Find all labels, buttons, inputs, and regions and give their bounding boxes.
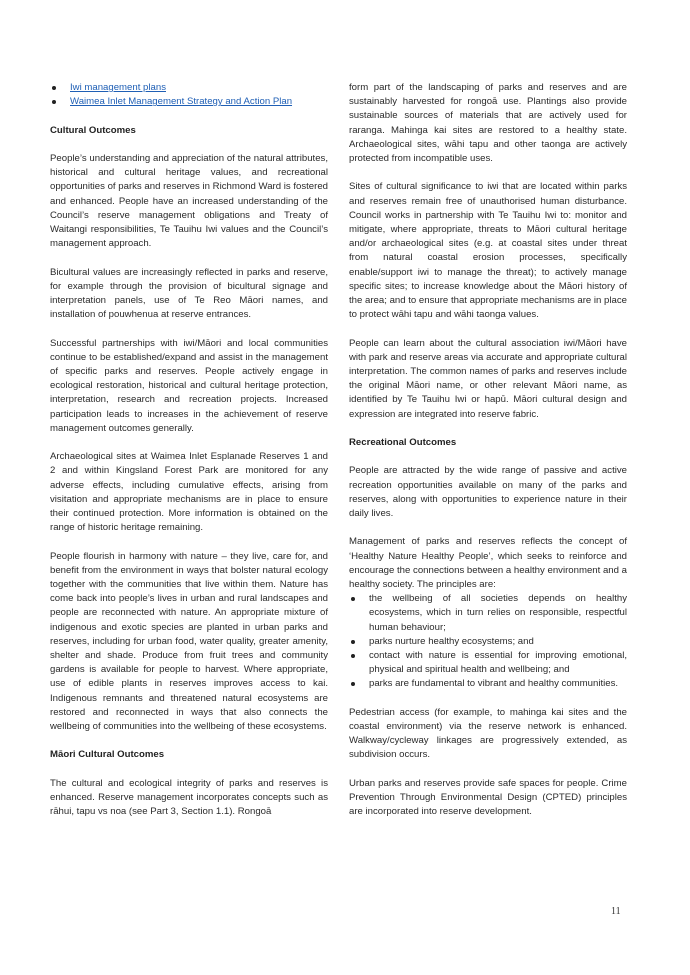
list-item: contact with nature is essential for improving emotional, physical and spiritual health and wellbeing; and bbox=[349, 649, 627, 677]
paragraph: Archaeological sites at Waimea Inlet Esplanade Reserves 1 and 2 and within Kingsland Forest Park are monitored for any adverse effects, including cumulative effects, arising from visitation and appropriate mechanisms are in place to ensure their continued protection. More information is obtained on the range of historic heritage remaining. bbox=[50, 451, 328, 534]
paragraph: Urban parks and reserves provide safe spaces for people. Crime Prevention Through Environmental Design (CPTED) principles are incorporated into reserve development. bbox=[349, 777, 627, 818]
list-item: parks nurture healthy ecosystems; and bbox=[349, 635, 627, 649]
list-item bbox=[50, 95, 328, 109]
iwi-management-plans-link[interactable]: Iwi management plans bbox=[70, 82, 166, 93]
principles-list bbox=[349, 592, 627, 691]
list-item: parks are fundamental to vibrant and healthy communities. bbox=[349, 677, 627, 691]
paragraph: The cultural and ecological integrity of parks and reserves is enhanced. Reserve management incorporates concepts such as rāhui, tapu vs noa (see Part 3, Section 1.1). Rongoā bbox=[50, 777, 328, 818]
paragraph: People flourish in harmony with nature – they live, care for, and benefit from the environment in ways that bolster natural ecology together with the communities that live within them. Nature has come back into people’s lives in urban and rural landscapes and people are reconnected with nature. An appropriate mixture of indigenous and exotic species are planted in urban parks and reserves, including for urban food, water quality, greater amenity, shelter and shade. Produce from fruit trees and community gardens is available for people to harvest. Where appropriate, use of edible plants in reserves improves access to kai. Indigenous remnants and threatened natural ecosystems are restored and reconnected in ways that also connects the wellbeing of communities into the wellbeing of these ecosystems. bbox=[50, 550, 328, 733]
paragraph: form part of the landscaping of parks and reserves and are sustainably harvested for rongoā use. Plantings also provide sustainable sources of materials that are actively used for raranga. Mahinga kai sites are restored to a healthy state. Archaeological sites, wāhi tapu and other taonga are actively protected from incompatible uses. bbox=[349, 82, 627, 165]
right-column bbox=[349, 81, 627, 834]
paragraph: Successful partnerships with iwi/Māori and local communities continue to be established/expand and assist in the management of specific parks and reserves. People actively engage in ecological restoration, historical and cultural heritage protection, interpretation, research and recreation projects. Increased participation leads to increases in the achievement of reserve management outcomes generally. bbox=[50, 337, 328, 434]
list-item bbox=[50, 81, 328, 95]
paragraph: People can learn about the cultural association iwi/Māori have with park and reserve areas via accurate and appropriate cultural interpretation. The common names of parks and reserves include the original Māori name, or other relevant Māori name, as identified by Te Tauihu Iwi or hapū. Māori cultural design and expression are integrated into reserve fabric. bbox=[349, 337, 627, 420]
left-column bbox=[50, 81, 328, 834]
paragraph: Sites of cultural significance to iwi that are located within parks and reserves remain free of unauthorised human disturbance. Council works in partnership with Te Tauihu Iwi to: monitor and mitigate, where appropriate, threats to Māori cultural heritage and/or archaeological sites (e.g. at coastal sites under threat from natural coastal erosion processes, specifically enable/support iwi to manage the threat); to actively manage specific sites; to increase knowledge about the Māori history of the area; and to ensure that appropriate mechanisms are in place to protect wāhi tapu and wāhi taonga values. bbox=[349, 181, 627, 321]
cultural-outcomes-heading: Cultural Outcomes bbox=[50, 124, 136, 136]
recreational-outcomes-heading: Recreational Outcomes bbox=[349, 437, 457, 449]
reference-links bbox=[50, 81, 328, 109]
paragraph: Pedestrian access (for example, to mahinga kai sites and the coastal environment) via the reserve network is enhanced. Walkway/cycleway linkages are progressively extended, as subdivision occurs. bbox=[349, 706, 627, 761]
paragraph: Bicultural values are increasingly reflected in parks and reserve, for example through the provision of bicultural signage and interpretation panels, use of Te Reo Māori names, and installation of pouwhenua at reserve entrances. bbox=[50, 266, 328, 321]
paragraph: People are attracted by the wide range of passive and active recreation opportunities available on many of the parks and reserves, along with opportunities to experience nature in their daily lives. bbox=[349, 465, 627, 520]
waimea-inlet-strategy-link[interactable]: Waimea Inlet Management Strategy and Action Plan bbox=[70, 96, 293, 108]
maori-cultural-outcomes-heading: Māori Cultural Outcomes bbox=[50, 749, 165, 761]
paragraph: Management of parks and reserves reflects the concept of ‘Healthy Nature Healthy People’, which seeks to reinforce and encourage the connections between a healthy environment and a healthy society. The principles are: bbox=[349, 536, 627, 591]
page-number: 11 bbox=[611, 906, 621, 917]
list-item: the wellbeing of all societies depends on healthy ecosystems, which in turn relies on responsible, respectful human behaviour; bbox=[349, 592, 627, 635]
paragraph: People’s understanding and appreciation of the natural attributes, historical and cultural heritage values, and recreational opportunities of parks and reserves in Richmond Ward is fostered and enhanced. People have an increased understanding of the Council’s reserve management obligations and Treaty of Waitangi responsibilities, Te Tauihu Iwi values and the Council’s management approach. bbox=[50, 152, 328, 250]
